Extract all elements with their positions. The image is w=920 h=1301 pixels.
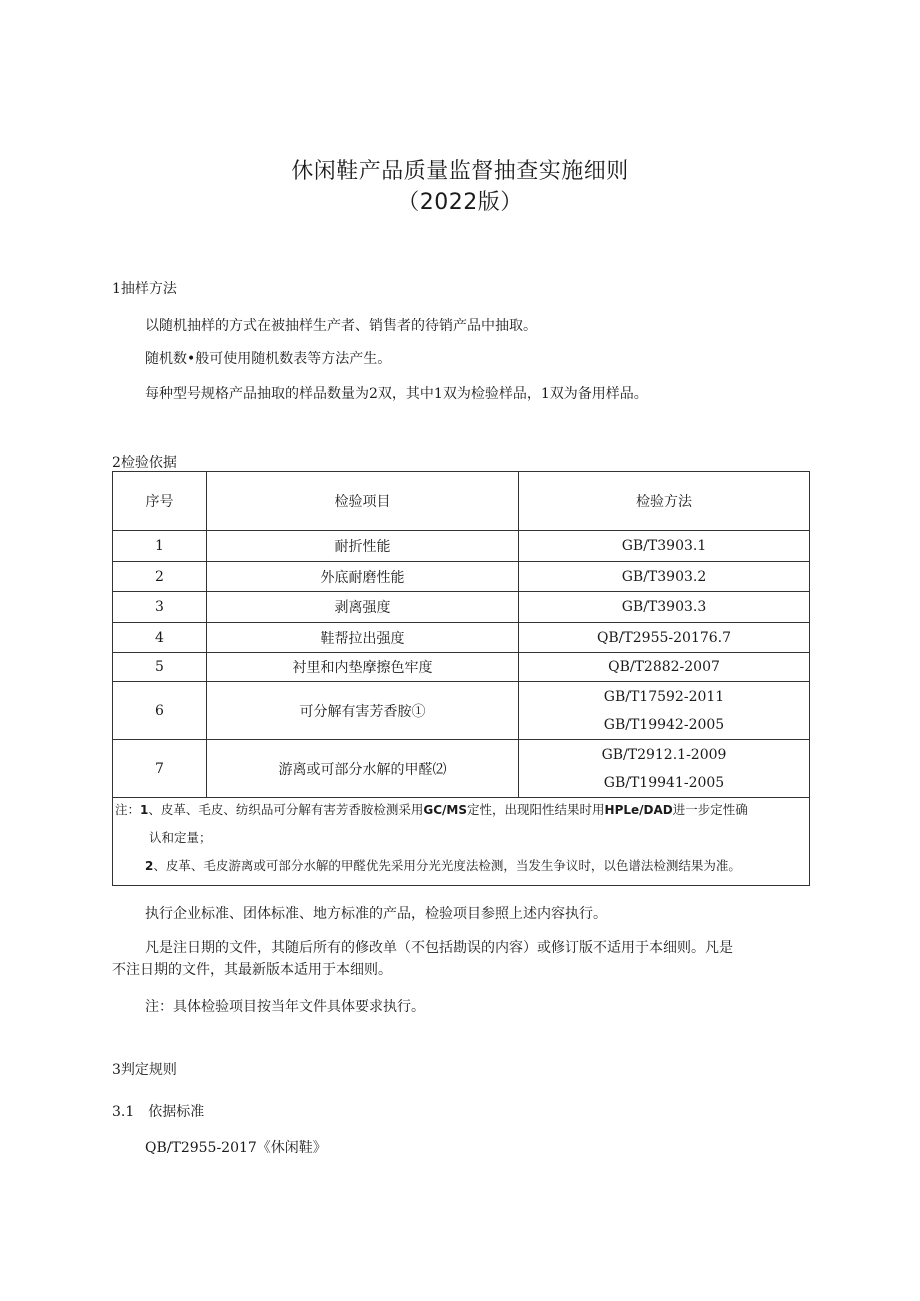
header-cell-item: 检验项目 (207, 472, 519, 531)
row-no: 1 (113, 531, 207, 562)
table-row (113, 740, 810, 798)
table-row (113, 592, 810, 623)
row-method: QB/T2882-2007 (519, 653, 810, 682)
document-title: 休闲鞋产品质量监督抽查实施细则 (291, 159, 629, 184)
section-1-heading: 1抽样方法 (112, 281, 177, 297)
table-row (113, 623, 810, 653)
header-cell-no: 序号 (113, 472, 207, 531)
section-2-paragraph: 执行企业标准、团体标准、地方标准的产品，检验项目参照上述内容执行。 (145, 906, 607, 922)
row-item: 耐折性能 (207, 531, 519, 562)
row-method: GB/T3903.2 (519, 562, 810, 592)
row-item: 衬里和内垫摩擦色牢度 (207, 653, 519, 682)
row-methods (519, 682, 810, 740)
note-line-3: 2、皮革、毛皮游离或可部分水解的甲醛优先采用分光光度法检测，当发生争议时，以色谱法检测结果为准。 (145, 858, 741, 873)
row-item: 鞋帮拉出强度 (207, 623, 519, 653)
row-item: 可分解有害芳香胺① (207, 682, 519, 740)
standard-reference: QB/T2955-2017《休闲鞋》 (145, 1140, 327, 1156)
inspection-table (112, 471, 810, 886)
header-cell-method: 检验方法 (519, 472, 810, 531)
section-1-paragraph: 以随机抽样的方式在被抽样生产者、销售者的待销产品中抽取。 (145, 318, 537, 334)
row-method: GB/T3903.1 (519, 531, 810, 562)
table-row (113, 682, 810, 740)
section-2-paragraph: 不注日期的文件，其最新版本适用于本细则。 (112, 962, 392, 978)
row-method: GB/T3903.3 (519, 592, 810, 623)
row-no: 2 (113, 562, 207, 592)
row-no: 5 (113, 653, 207, 682)
row-method: GB/T19942-2005 (603, 716, 725, 733)
row-methods (519, 740, 810, 798)
note-line-2: 认和定量； (149, 830, 212, 845)
section-3-1-heading: 3.1 依据标准 (112, 1104, 205, 1120)
row-item: 游离或可部分水解的甲醛⑵ (207, 740, 519, 798)
row-item: 剥离强度 (207, 592, 519, 623)
row-method: GB/T17592-2011 (603, 688, 725, 705)
row-method: GB/T19941-2005 (603, 774, 725, 791)
note-line-1: 注：1、皮革、毛皮、纺织品可分解有害芳香胺检测采用GC/MS定性，出现阳性结果时用HPLe/DAD进一步定性确 (115, 802, 748, 817)
row-no: 3 (113, 592, 207, 623)
section-3-heading: 3判定规则 (112, 1062, 177, 1078)
document-edition: （2022版） (397, 190, 523, 215)
row-method: GB/T2912.1-2009 (601, 746, 727, 763)
table-note-row (113, 798, 810, 886)
section-2-heading: 2检验依据 (112, 455, 177, 471)
row-no: 6 (113, 682, 207, 740)
section-2-paragraph: 凡是注日期的文件，其随后所有的修改单（不包括勘误的内容）或修订版不适用于本细则。凡是 (145, 940, 733, 956)
row-method: QB/T2955-20176.7 (519, 623, 810, 653)
table-header-row (113, 472, 810, 531)
section-2-note: 注：具体检验项目按当年文件具体要求执行。 (145, 999, 425, 1015)
section-1-paragraph: 随机数•般可使用随机数表等方法产生。 (145, 351, 392, 367)
table-row (113, 653, 810, 682)
section-1-paragraph: 每种型号规格产品抽取的样品数量为2双，其中1双为检验样品，1双为备用样品。 (145, 386, 648, 402)
row-no: 7 (113, 740, 207, 798)
row-no: 4 (113, 623, 207, 653)
table-row (113, 562, 810, 592)
table-note (113, 798, 810, 886)
row-item: 外底耐磨性能 (207, 562, 519, 592)
table-row (113, 531, 810, 562)
